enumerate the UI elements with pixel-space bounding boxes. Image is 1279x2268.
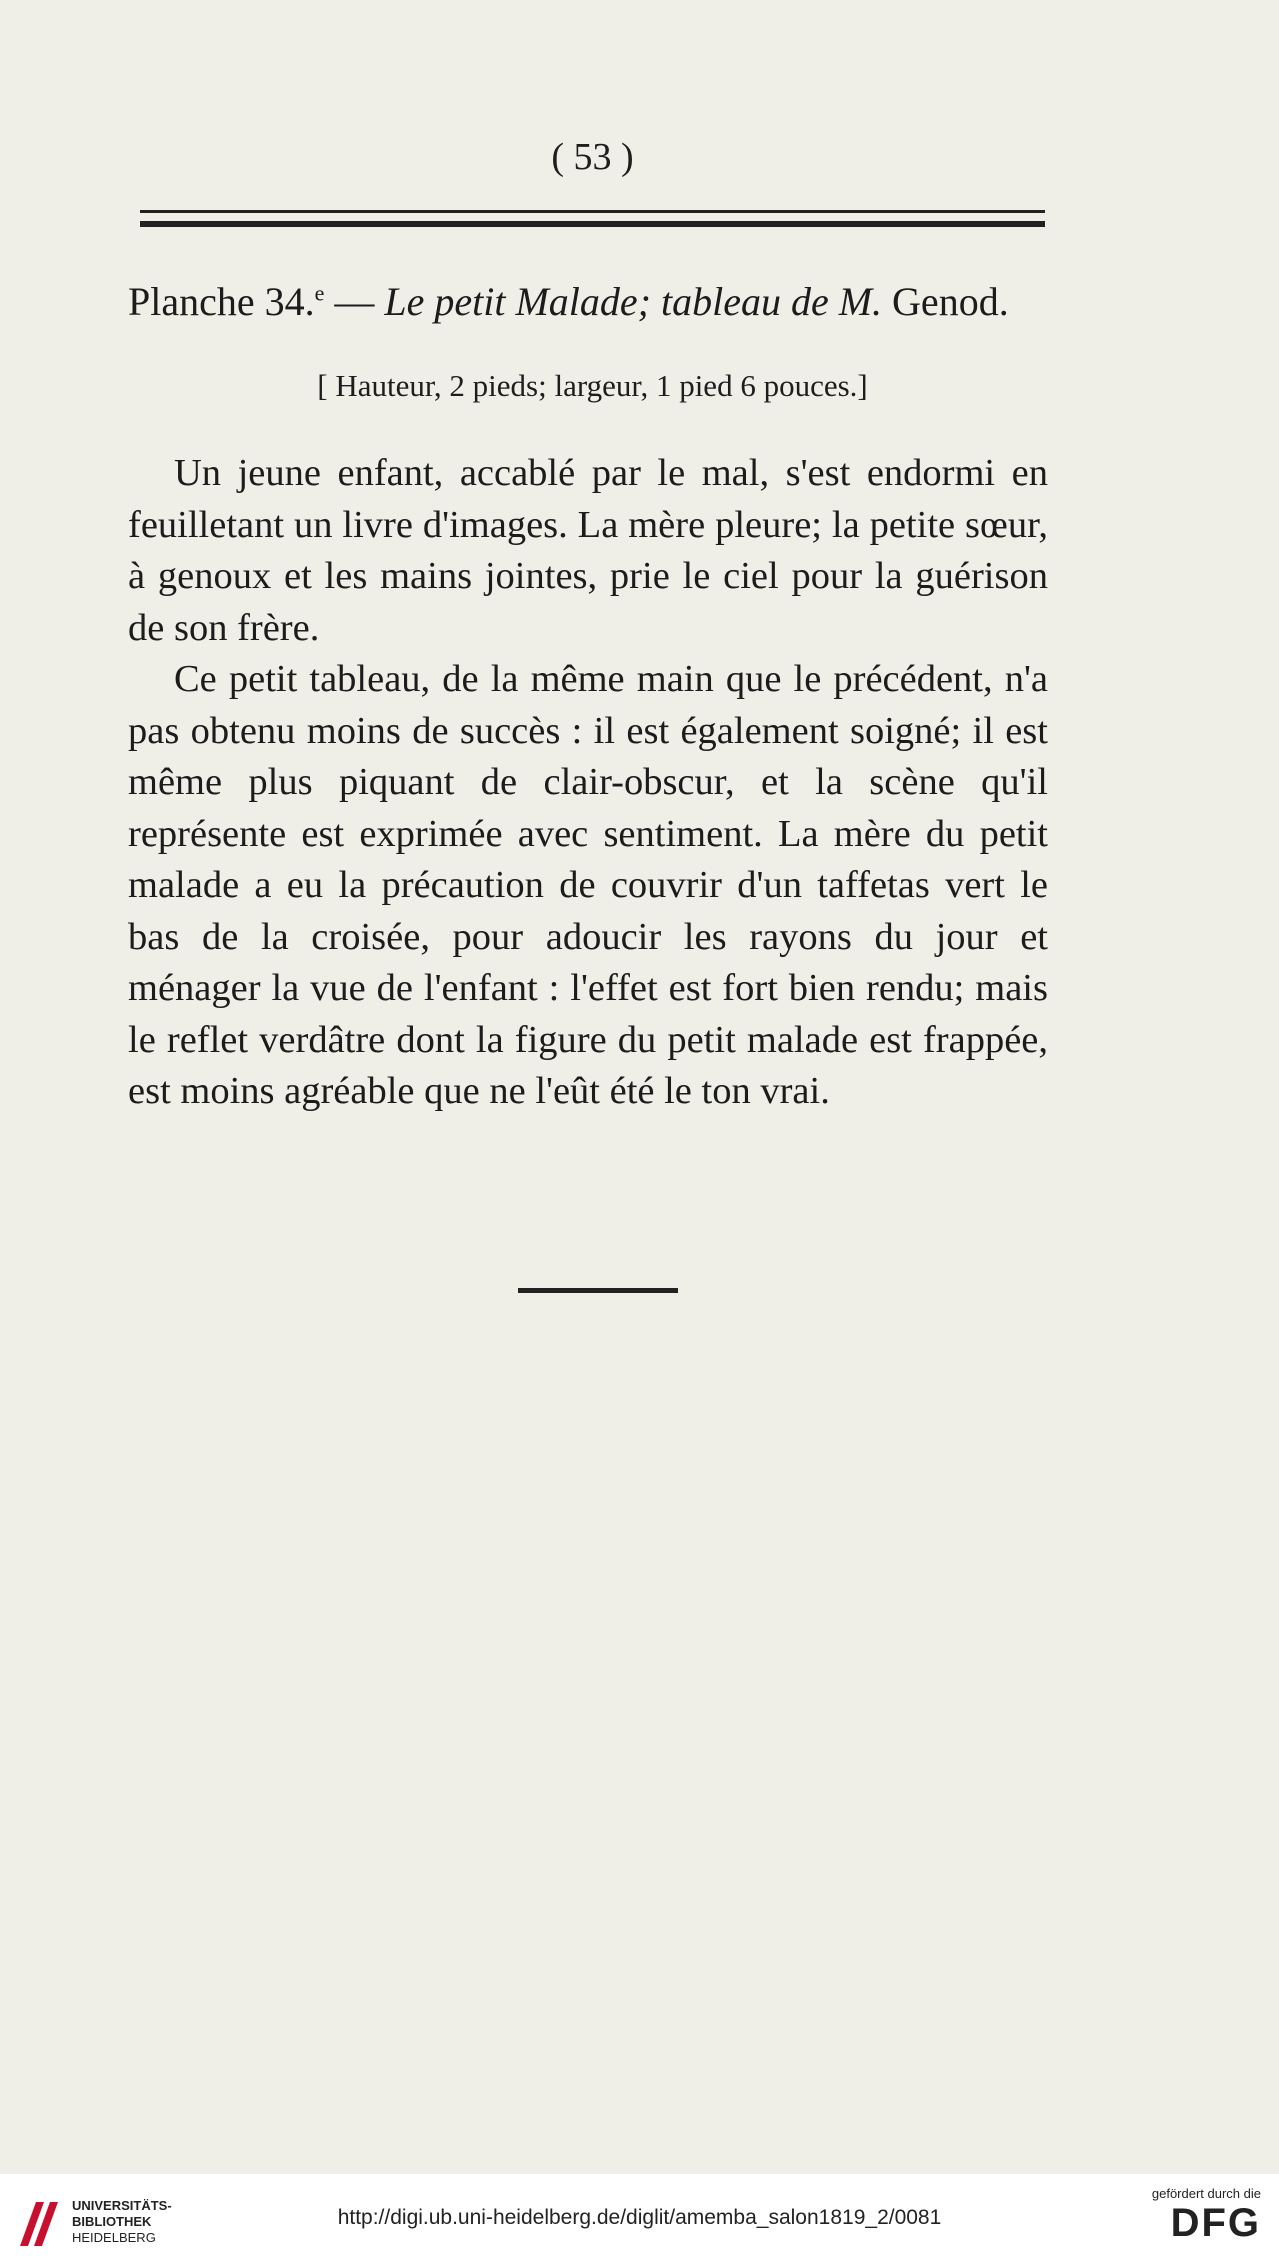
- page-number: ( 53 ): [551, 136, 634, 178]
- paragraph-2: Ce petit tableau, de la même main que le précédent, n'a pas obtenu moins de succès : il est également soigné; il est même plus piquant de clair-obscur, et la scène qu'il représente est exprimée avec sentiment. La mère du petit malade a eu la précaution de couvrir d'un taffetas vert le bas de la croisée, pour adoucir les rayons du jour et ménager la vue de l'enfant : l'effet est fort bien rendu; mais le reflet verdâtre dont la figure du petit malade est frappée, est moins agréable que ne l'eût été le ton vrai.: [128, 658, 1048, 1112]
- plate-number-suffix: e: [314, 280, 325, 306]
- heading-dash: —: [324, 279, 385, 324]
- body-text: [128, 448, 1048, 1118]
- header-rule-thick: [140, 221, 1045, 227]
- plate-heading: [128, 278, 1048, 325]
- end-rule: [518, 1288, 678, 1293]
- header-double-rule: [140, 210, 1045, 230]
- source-url[interactable]: http://digi.ub.uni-heidelberg.de/diglit/amemba_salon1819_2/0081: [337, 2206, 942, 2229]
- dfg-logo: DFG: [1170, 2201, 1261, 2245]
- paragraph-1: Un jeune enfant, accablé par le mal, s'est endormi en feuilletant un livre d'images. La mère pleure; la petite sœur, à genoux et les mains jointes, prie le ciel pour la guérison de son frère.: [128, 452, 1048, 649]
- header-rule-thin: [140, 210, 1045, 213]
- institution-line-2: BIBLIOTHEK: [72, 2214, 152, 2229]
- institution-line-3: HEIDELBERG: [72, 2230, 156, 2245]
- plate-dimensions: [ Hauteur, 2 pieds; largeur, 1 pied 6 pouces.]: [317, 368, 868, 403]
- funder-block: [1152, 2186, 1261, 2245]
- funded-by-label: gefördert durch die: [1151, 2186, 1261, 2201]
- institution-line-1: UNIVERSITÄTS-: [72, 2198, 172, 2213]
- plate-title: Le petit Malade; tableau de M.: [384, 279, 883, 324]
- plate-number: Planche 34.: [128, 279, 315, 324]
- plate-artist: Genod.: [882, 279, 1009, 324]
- digitization-footer: [0, 2174, 1279, 2268]
